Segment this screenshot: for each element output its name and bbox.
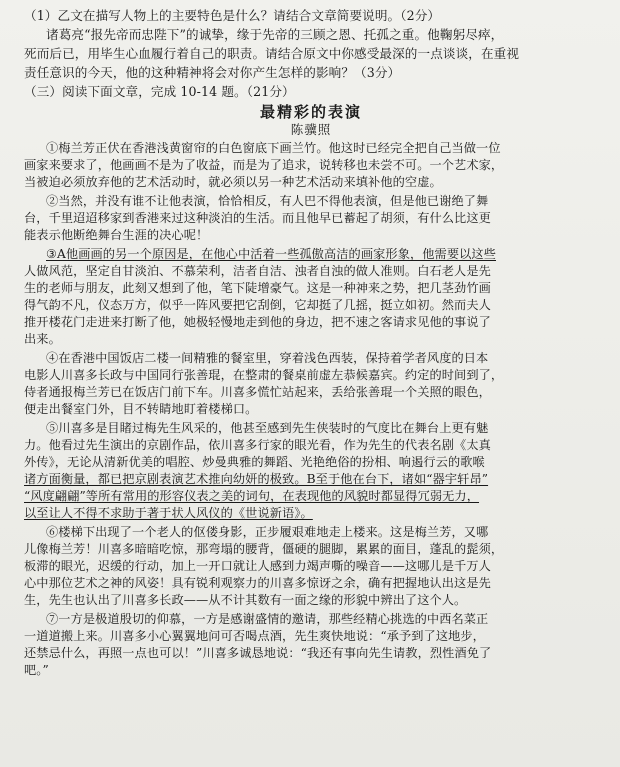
underlined-line: “风度翩翩”等所有常用的形容仪表之美的词句，在表现他的风貌时都显得冗弱无力， [24, 489, 480, 503]
text-line: 得气韵不凡，仪态万方，似乎一阵风要把它刮倒，它却挺了几摇，挺立如初。然而夫人 [24, 298, 491, 312]
text-line: ②当然，并没有谁不让他表演，恰恰相反，有人巴不得他表演，但是他已谢绝了舞 [46, 194, 489, 208]
text-line: 责任意识的今天，他的这种精神将会对你产生怎样的影响？（3分） [24, 65, 401, 80]
text-line: ⑤川喜多是目睹过梅先生风采的，他甚至感到先生侠装时的气度比在舞台上更有魅 [46, 421, 489, 435]
text-line: 外传》，无论从清新优美的唱腔、炒曼典雅的舞蹈、光艳绝俗的扮相、响遏行云的歌喉 [24, 455, 485, 469]
question-9-number: （1） [24, 8, 58, 23]
underlined-line: 以至让人不得不求助于著于状人风仪的《世说新语》。 [24, 506, 313, 520]
paragraph-3 [24, 246, 598, 348]
text-line: 推开楼花门走进来打断了他，她极轻慢地走到他的身边，把不速之客请求见他的事说了 [24, 315, 491, 329]
text-line: 当被迫必须放弃他的艺术活动时，就必须以另一种艺术活动来填补他的空虚。 [24, 175, 442, 189]
section-heading: （三）阅读下面文章，完成 10-14 题。（21分） [24, 84, 295, 99]
text-line: 出来。 [24, 332, 61, 346]
article-author: 陈骥照 [290, 122, 332, 137]
text-line: 人做风范，坚定自甘淡泊、不慕荣利，洁者自洁、浊者自浊的做人准则。白石老人是先 [24, 264, 491, 278]
text-line: 儿像梅兰芳！川喜多暗暗吃惊，那弯塌的腰背，僵硬的腿脚，累累的面目，蓬乱的髭须， [24, 542, 504, 556]
text-line: 死而后已，用毕生心血履行着自己的职责。请结合原文中你感受最深的一点谈谈，在重视 [24, 46, 520, 61]
paragraph-6 [24, 524, 598, 609]
article-body [24, 140, 598, 679]
text-line: ①梅兰芳正伏在香港浅黄窗帘的白色窗底下画兰竹。他这时已经完全把自己当做一位 [46, 141, 501, 155]
text-line: 一道道搬上来。川喜多小心翼翼地问可否喝点酒，先生爽快地说：“承予到了这地步， [24, 629, 485, 643]
text-line: 画家来要求了，他画画不是为了收益，而是为了追求，说转移也未尝不可。一个艺术家， [24, 158, 504, 172]
paragraph-4 [24, 350, 598, 418]
text-line: 台，千里迢迢移家到香港来过这种淡泊的生活。而且他早已蓄起了胡须，有什么比这更 [24, 211, 491, 225]
underlined-line: 诸方面衡量，都已把京剧表演艺术推向幼妍的极致。B至于他在台下，诸如“器宇轩昂” [24, 472, 489, 486]
text-line: ⑥楼梯下出现了一个老人的伛偻身影，正步履艰难地走上楼来。这是梅兰芳，又哪 [46, 525, 489, 539]
article-title: 最精彩的表演 [259, 103, 362, 121]
text-line: 力。他看过先生演出的京剧作品，依川喜多行家的眼光看，作为先生的代表名剧《太真 [24, 438, 491, 452]
paragraph-7 [24, 611, 598, 679]
paragraph-1 [24, 140, 598, 191]
previous-question [24, 25, 598, 82]
text-line: 生的老师与朋友，此刻又想到了他，笔下陡增豪气。这是一种神来之势，把几茎劲竹画 [24, 281, 491, 295]
text-line: 电影人川喜多长政与中国同行张善琨，在整肃的餐桌前虚左恭候嘉宾。约定的时间到了， [24, 368, 504, 382]
text-line: ⑦一方是极道殷切的仰慕，一方是感谢盛情的邀请，那些经精心挑选的中西名菜正 [46, 612, 489, 626]
text-line: 吧。” [24, 663, 49, 677]
text-line: 能表示他断绝舞台生涯的决心呢！ [24, 228, 209, 242]
text-line: 生，先生也认出了川喜多长政——从不计其数有一面之缘的形貌中辨出了这个人。 [24, 593, 467, 607]
paragraph-5 [24, 420, 598, 522]
text-line: 心中那位艺术之神的风姿！具有锐利观察力的川喜多惊讶之余，确有把握地认出这是先 [24, 576, 491, 590]
text-line: 诸葛亮“报先帝而忠陛下”的诚挚，缘于先帝的三顾之恩、托孤之重。他鞠躬尽瘁， [46, 27, 504, 42]
text-line: ④在香港中国饭店二楼一间精雅的餐室里，穿着浅色西装，保持着学者风度的日本 [46, 351, 489, 365]
text-line: 便走出餐室门外，目不转睛地盯着楼梯口。 [24, 402, 258, 416]
text-line: 侍者通报梅兰芳已在饭店门前下车。川喜多慌忙站起来，丢给张善琨一个关照的眼色， [24, 385, 491, 399]
text-line: 还禁忌什么，再照一点也可以！”川喜多诚恳地说：“我还有事向先生请教，烈性酒免了 [24, 646, 492, 660]
question-9-text: 乙文在描写人物上的主要特色是什么？请结合文章简要说明。（2分） [57, 8, 441, 23]
paragraph-2 [24, 193, 598, 244]
underlined-line: ③A他画画的另一个原因是，在他心中活着一些孤傲高洁的画家形象，他需要以这些 [46, 247, 496, 261]
text-line: 板滞的眼光，迟缓的行动，加上一开口就让人感到力竭声嘶的噪音——这哪儿是千万人 [24, 559, 491, 573]
question-9 [24, 6, 598, 25]
